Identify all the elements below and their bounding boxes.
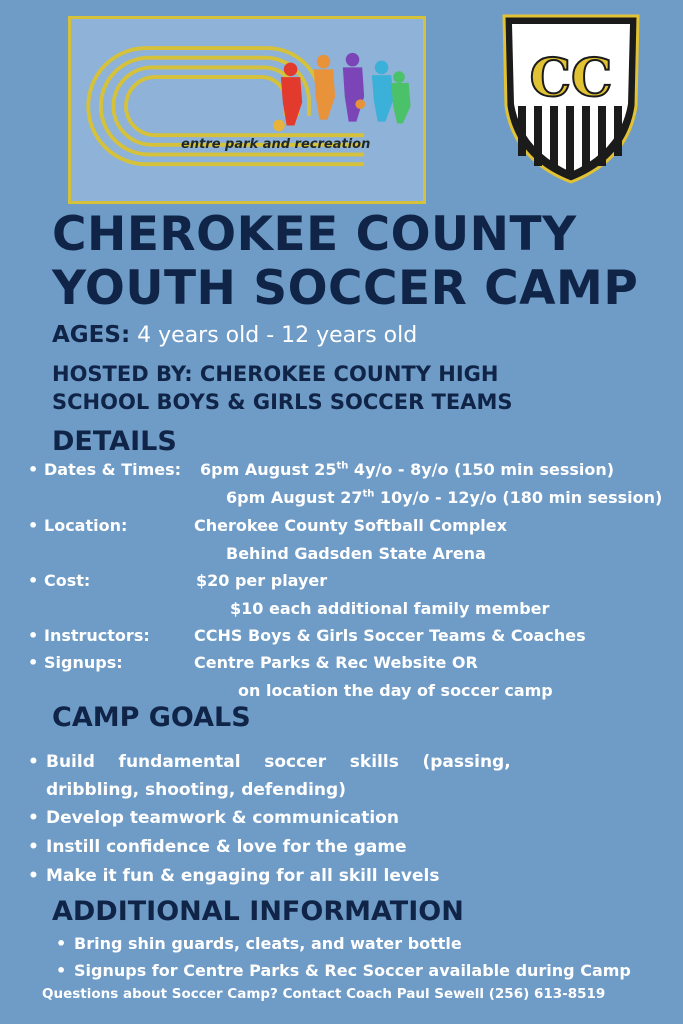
bullet-icon — [28, 460, 38, 479]
centre-park-logo — [68, 16, 426, 204]
camp-goals-heading: CAMP GOALS — [52, 702, 251, 733]
bullet-icon — [28, 752, 39, 772]
bullet-icon — [56, 961, 66, 980]
shield-icon — [500, 10, 642, 186]
bullet-icon — [28, 516, 38, 535]
athletes-icon — [273, 53, 410, 131]
details-heading: DETAILS — [52, 426, 177, 457]
bullet-icon — [28, 808, 39, 828]
location-1: Cherokee County Softball Complex — [194, 516, 507, 535]
bullet-icon — [28, 626, 38, 645]
cost-label: Cost: — [44, 571, 91, 590]
instructors-label: Instructors: — [44, 626, 150, 645]
signups-label: Signups: — [44, 653, 123, 672]
title-line-2: YOUTH SOCCER CAMP — [52, 261, 639, 316]
ages-label: AGES: — [52, 322, 131, 348]
hosted-line-1: HOSTED BY: CHEROKEE COUNTY HIGH — [52, 362, 499, 386]
bullet-icon — [28, 866, 39, 886]
instructors-value: CCHS Boys & Girls Soccer Teams & Coaches — [194, 626, 586, 645]
signups-2: on location the day of soccer camp — [238, 681, 553, 700]
hosted-by — [52, 360, 513, 416]
location-2: Behind Gadsden State Arena — [226, 544, 486, 563]
track-c-graphic — [71, 19, 423, 201]
cost-1: $20 per player — [196, 571, 328, 590]
date-2: 6pm August 27th 10y/o - 12y/o (180 min session) — [226, 488, 663, 507]
contact-footer: Questions about Soccer Camp? Contact Coach Paul Sewell (256) 613-8519 — [42, 986, 606, 1002]
school-shield-logo — [500, 10, 642, 186]
ages-value: 4 years old - 12 years old — [137, 323, 418, 348]
ages-line — [52, 322, 417, 348]
logo-text: entre park and recreation — [181, 137, 371, 152]
goal-1-cont: dribbling, shooting, defending) — [46, 780, 346, 800]
bullet-icon — [28, 837, 39, 857]
dates-label: Dates & Times: — [44, 460, 182, 479]
shield-letters: CC — [529, 48, 613, 109]
bullet-icon — [56, 934, 66, 953]
signups-1: Centre Parks & Rec Website OR — [194, 653, 478, 672]
hosted-line-2: SCHOOL BOYS & GIRLS SOCCER TEAMS — [52, 390, 513, 414]
bullet-icon — [28, 653, 38, 672]
additional-info-heading: ADDITIONAL INFORMATION — [52, 896, 464, 927]
location-label: Location: — [44, 516, 128, 535]
title-line-1: CHEROKEE COUNTY — [52, 207, 577, 262]
bullet-icon — [28, 571, 38, 590]
cost-2: $10 each additional family member — [230, 599, 550, 618]
date-1: 6pm August 25th 4y/o - 8y/o (150 min session) — [200, 460, 615, 479]
page-title — [52, 208, 638, 316]
